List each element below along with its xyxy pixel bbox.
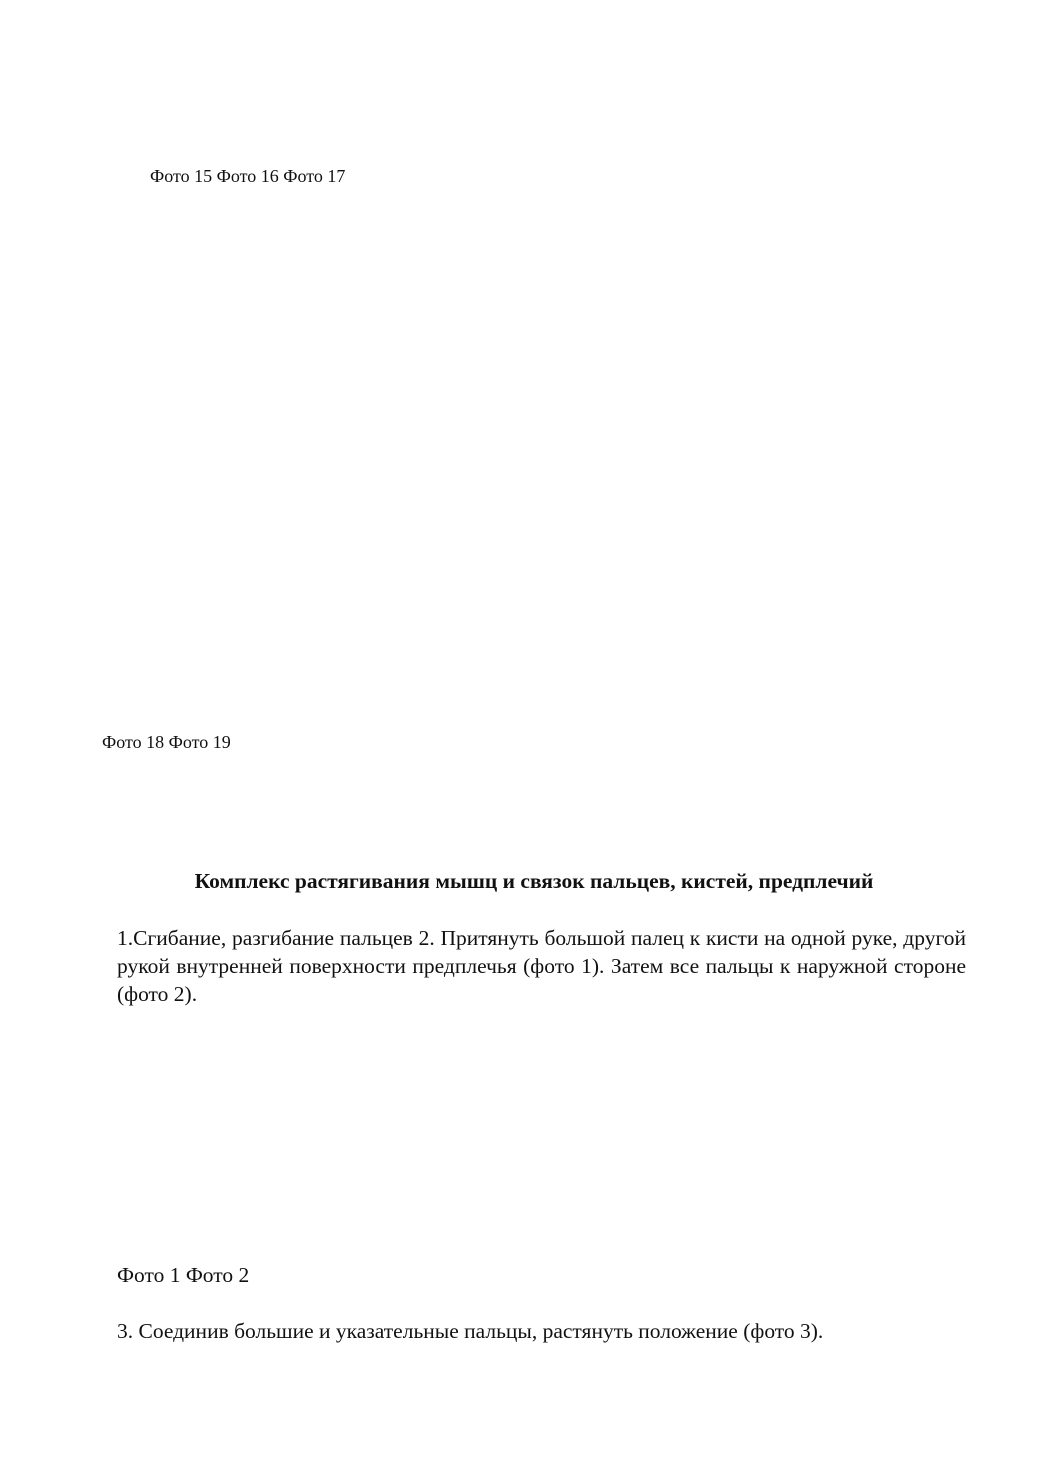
photo-caption-1-2: Фото 1 Фото 2 (117, 1263, 250, 1287)
photo-caption-15-17: Фото 15 Фото 16 Фото 17 (150, 166, 346, 186)
photo-caption-18-19: Фото 18 Фото 19 (102, 732, 231, 752)
section-heading: Комплекс растягивания мышц и связок пальцев, кистей, предплечий (194, 869, 874, 893)
exercise-paragraph-2: 3. Соединив большие и указательные пальцы, растянуть положение (фото 3). (117, 1319, 824, 1343)
exercise-paragraph-1: 1.Сгибание, разгибание пальцев 2. Притянуть большой палец к кисти на одной руке, другой рукой внутренней поверхности предплечья (фото 1). Затем все пальцы к наружной стороне (фото 2). (117, 926, 966, 1006)
